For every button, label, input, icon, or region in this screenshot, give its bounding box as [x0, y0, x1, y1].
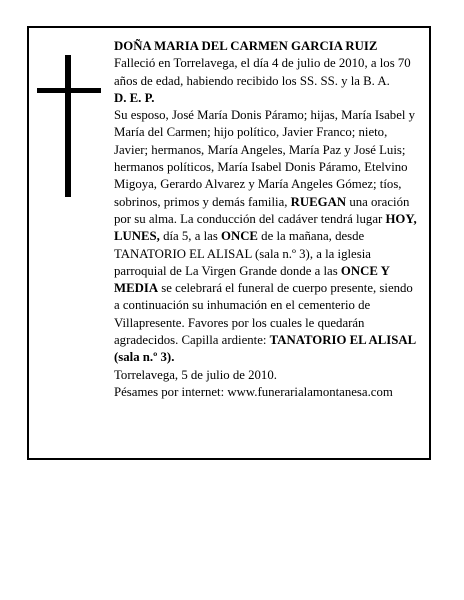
place-date: Torrelavega, 5 de julio de 2010.: [114, 367, 277, 382]
cross-vertical-bar: [65, 55, 71, 197]
ruegan-text: RUEGAN: [290, 194, 347, 209]
tanatorio-text: TANATORIO EL ALISAL (sala n.º 3).: [114, 333, 416, 365]
prayer-text: una oración por su alma. La conducción del cadáver tendrá lugar: [114, 194, 410, 226]
condolences-line: Pésames por internet: www.funerarialamontanesa.com: [114, 384, 393, 399]
morning-text: de la mañana, desde TANATORIO EL ALISAL (sala n.º 3), a la iglesia parroquial de La Virgen Grande donde a las: [114, 229, 371, 278]
hoy-lunes-text: HOY, LUNES,: [114, 211, 417, 244]
obituary-text: [114, 38, 419, 401]
once-y-media-text: ONCE Y MEDIA: [114, 263, 390, 296]
once-text: ONCE: [221, 229, 258, 244]
funeral-text: se celebrará el funeral de cuerpo presente, siendo a continuación su inhumación en el cementerio de Villapresente. Favores por los cuales le quedarán agradecidos. Capilla ardiente:: [114, 281, 413, 348]
main-paragraph: [114, 107, 419, 366]
family-text: Su esposo, José María Donis Páramo; hijas, María Isabel y María del Carmen; hijo político, Javier Franco; nieto, Javier; hermanos, María Angeles, María Paz y José Luis; hermanos políticos, María Isabel Donis Páramo, Etelvino Migoya, Gerardo Alvarez y María Angeles Gómez; tíos, sobrinos, primos y demás familia,: [114, 108, 416, 209]
cross-horizontal-bar: [37, 88, 101, 93]
cross-icon: [37, 55, 101, 197]
rip-line: D. E. P.: [114, 90, 155, 105]
death-info: Falleció en Torrelavega, el día 4 de julio de 2010, a los 70 años de edad, habiendo recibido los SS. SS. y la B. A.: [114, 56, 411, 88]
day-text: día 5, a las: [159, 229, 221, 244]
deceased-name: DOÑA MARIA DEL CARMEN GARCIA RUIZ: [114, 39, 378, 53]
